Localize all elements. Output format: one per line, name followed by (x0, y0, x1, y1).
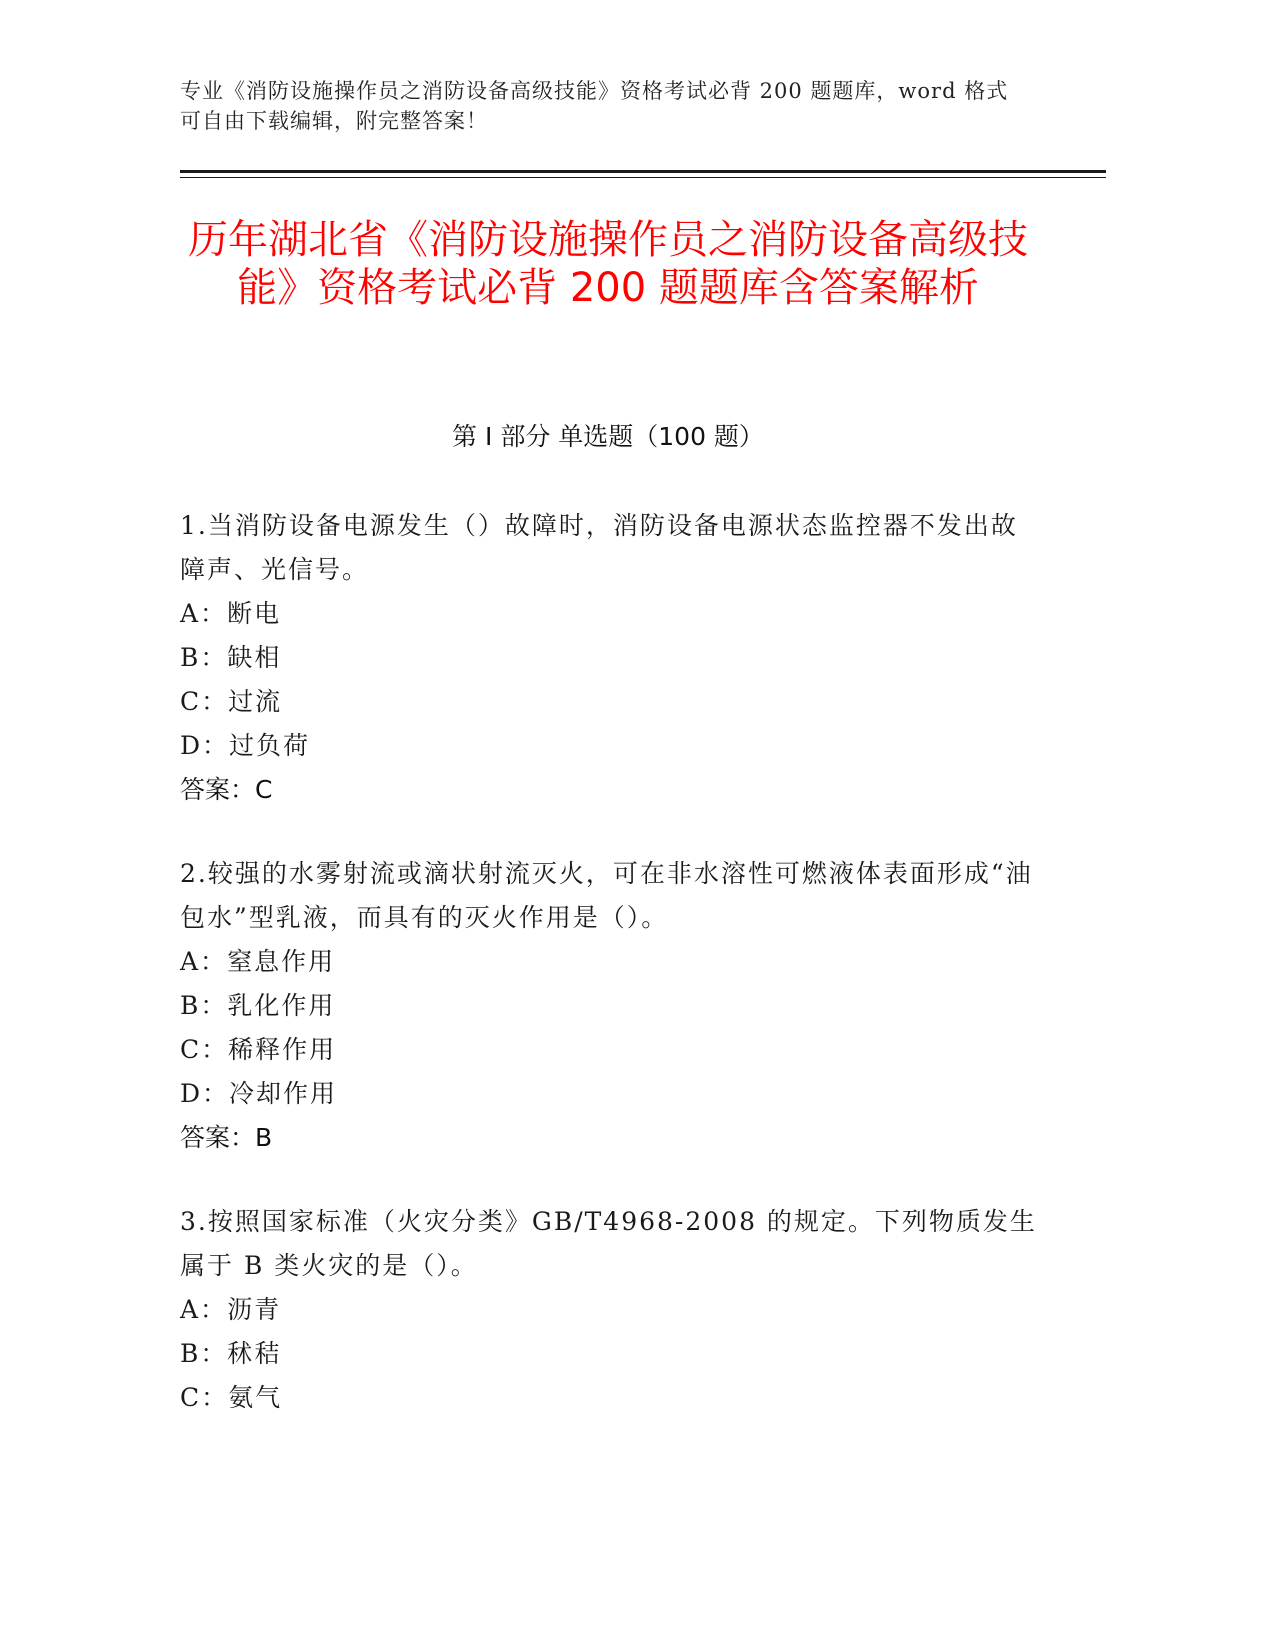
option-b (180, 636, 1040, 680)
option-key: C： (180, 687, 229, 716)
option-c (180, 1028, 1040, 1072)
option-text: 窒息作用 (227, 947, 336, 976)
option-d (180, 1072, 1040, 1116)
question-stem: 3.按照国家标准（火灾分类》GB/T4968-2008 的规定。下列物质发生属于 B 类火灾的是（）。 (180, 1207, 1037, 1280)
header-divider-thick (180, 170, 1106, 173)
option-key: D： (180, 1079, 230, 1108)
option-text: 乳化作用 (227, 991, 336, 1020)
option-b (180, 984, 1040, 1028)
option-key: C： (180, 1383, 229, 1412)
option-text: 过流 (228, 687, 283, 716)
header-note: 专业《消防设施操作员之消防设备高级技能》资格考试必背 200 题题库，word 格式可自由下载编辑，附完整答案！ (180, 79, 1009, 133)
option-a (180, 940, 1040, 984)
option-a (180, 1288, 1040, 1332)
question-stem: 2.较强的水雾射流或滴状射流灭火，可在非水溶性可燃液体表面形成“油包水”型乳液，而具有的灭火作用是（）。 (180, 859, 1033, 932)
option-c (180, 1376, 1040, 1420)
header-divider-thin (180, 177, 1106, 178)
option-key: D： (180, 731, 230, 760)
option-c (180, 680, 1040, 724)
option-text: 缺相 (227, 643, 282, 672)
option-key: C： (180, 1035, 229, 1064)
question-item (180, 852, 1040, 1160)
answer-line: 答案：B (180, 1123, 273, 1152)
option-text: 稀释作用 (228, 1035, 337, 1064)
document-title: 历年湖北省《消防设施操作员之消防设备高级技能》资格考试必背 200 题题库含答案解析 (188, 217, 1028, 311)
option-key: A： (180, 599, 228, 628)
section-heading: 第 I 部分 单选题（100 题） (452, 422, 764, 451)
question-stem: 1.当消防设备电源发生（）故障时，消防设备电源状态监控器不发出故障声、光信号。 (180, 511, 1018, 584)
option-text: 过负荷 (229, 731, 311, 760)
option-b (180, 1332, 1040, 1376)
option-key: B： (180, 1339, 228, 1368)
option-key: B： (180, 991, 228, 1020)
option-a (180, 592, 1040, 636)
option-key: A： (180, 947, 228, 976)
question-item (180, 1200, 1040, 1420)
question-item (180, 504, 1040, 812)
option-key: A： (180, 1295, 228, 1324)
answer-line: 答案：C (180, 775, 273, 804)
option-text: 冷却作用 (229, 1079, 338, 1108)
option-key: B： (180, 643, 228, 672)
option-text: 断电 (227, 599, 282, 628)
option-d (180, 724, 1040, 768)
option-text: 氨气 (228, 1383, 283, 1412)
option-text: 秫秸 (227, 1339, 282, 1368)
option-text: 沥青 (227, 1295, 282, 1324)
